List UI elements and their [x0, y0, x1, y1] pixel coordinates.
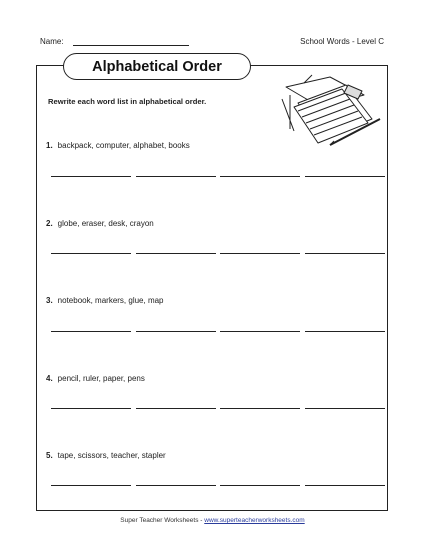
school-supplies-clipart-icon — [268, 73, 384, 149]
answer-blank[interactable] — [305, 253, 385, 254]
question-2 — [46, 219, 154, 228]
answer-blank[interactable] — [136, 253, 216, 254]
answer-blank[interactable] — [136, 331, 216, 332]
answer-blank[interactable] — [305, 408, 385, 409]
answer-blank[interactable] — [51, 485, 131, 486]
answer-blank[interactable] — [220, 253, 300, 254]
answer-blank[interactable] — [220, 331, 300, 332]
word-list: globe, eraser, desk, crayon — [57, 219, 154, 228]
question-5 — [46, 451, 166, 460]
footer — [0, 517, 425, 524]
question-number: 3. — [46, 296, 53, 305]
answer-blank[interactable] — [305, 485, 385, 486]
question-number: 1. — [46, 141, 53, 150]
worksheet-title-text: Alphabetical Order — [92, 58, 222, 75]
question-number: 4. — [46, 374, 53, 383]
level-label: School Words - Level C — [300, 37, 384, 46]
answer-blank[interactable] — [136, 408, 216, 409]
name-label: Name: — [40, 37, 64, 46]
word-list: tape, scissors, teacher, stapler — [57, 451, 166, 460]
question-number: 2. — [46, 219, 53, 228]
answer-blank[interactable] — [305, 176, 385, 177]
question-number: 5. — [46, 451, 53, 460]
footer-link[interactable]: www.superteacherworksheets.com — [204, 517, 305, 524]
footer-text: Super Teacher Worksheets - — [120, 517, 205, 524]
answer-blank[interactable] — [51, 176, 131, 177]
name-line — [73, 45, 189, 46]
question-3 — [46, 296, 164, 305]
answer-blank[interactable] — [136, 176, 216, 177]
instructions: Rewrite each word list in alphabetical order. — [48, 97, 207, 106]
answer-blank[interactable] — [220, 485, 300, 486]
worksheet-title — [63, 53, 251, 80]
answer-blank[interactable] — [51, 331, 131, 332]
question-1 — [46, 141, 190, 150]
answer-blank[interactable] — [136, 485, 216, 486]
word-list: backpack, computer, alphabet, books — [57, 141, 190, 150]
answer-blank[interactable] — [220, 176, 300, 177]
question-4 — [46, 374, 145, 383]
word-list: notebook, markers, glue, map — [57, 296, 164, 305]
answer-blank[interactable] — [305, 331, 385, 332]
answer-blank[interactable] — [220, 408, 300, 409]
answer-blank[interactable] — [51, 253, 131, 254]
answer-blank[interactable] — [51, 408, 131, 409]
word-list: pencil, ruler, paper, pens — [57, 374, 145, 383]
